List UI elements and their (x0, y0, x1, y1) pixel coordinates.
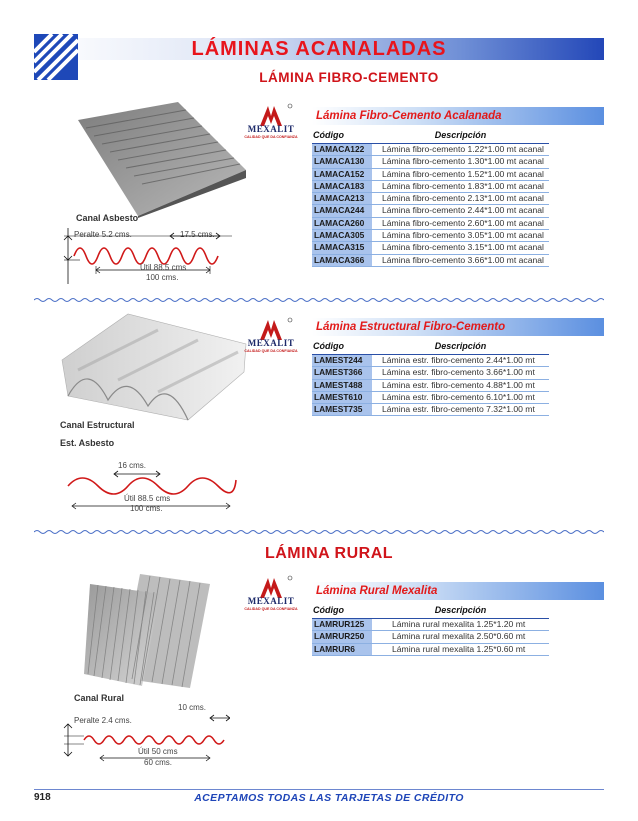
table-row (312, 391, 549, 403)
footer-divider (34, 789, 604, 790)
product-code: LAMEST244 (312, 355, 372, 367)
product-desc: Lámina rural mexalita 1.25*1.20 mt (372, 619, 549, 631)
table-row (312, 144, 549, 156)
product-desc: Lámina fibro-cemento 1.30*1.00 mt acanal (372, 156, 549, 168)
wave-divider (34, 297, 604, 303)
table-row (312, 230, 549, 242)
structural-sheet-image (58, 310, 248, 422)
table-row (312, 180, 549, 192)
table-row (312, 156, 549, 168)
brand-tagline: CALIDAD QUE DA CONFIANZA (244, 607, 298, 611)
diagram-total: 100 cms. (130, 504, 163, 513)
brand-name: MEXALIT (247, 338, 295, 348)
diagram-peralte: Peralte 2.4 cms. (74, 716, 132, 725)
section-heading-fibro: LÁMINA FIBRO-CEMENTO (259, 70, 439, 85)
section-heading-rural: LÁMINA RURAL (264, 545, 394, 562)
table-row (312, 643, 549, 655)
product-code: LAMEST735 (312, 404, 372, 416)
product-code: LAMACA152 (312, 168, 372, 180)
footer-slogan: ACEPTAMOS TODAS LAS TARJETAS DE CRÉDITO (194, 792, 464, 804)
product-desc: Lámina estr. fibro-cemento 4.88*1.00 mt (372, 379, 549, 391)
product-desc: Lámina fibro-cemento 3.15*1.00 mt acanal (372, 242, 549, 254)
product-desc: Lámina fibro-cemento 2.13*1.00 mt acanal (372, 193, 549, 205)
product-desc: Lámina rural mexalita 1.25*0.60 mt (372, 643, 549, 655)
table-row (312, 379, 549, 391)
diagram-name: Canal Rural (74, 693, 125, 703)
product-desc: Lámina rural mexalita 2.50*0.60 mt (372, 631, 549, 643)
col-desc-header: Descripción (372, 127, 549, 144)
product-code: LAMACA366 (312, 254, 372, 266)
brand-tagline: CALIDAD QUE DA CONFIANZA (244, 349, 298, 353)
product-desc: Lámina estr. fibro-cemento 6.10*1.00 mt (372, 391, 549, 403)
product-code: LAMACA130 (312, 156, 372, 168)
brand-name: MEXALIT (247, 596, 295, 606)
table-row (312, 193, 549, 205)
diagram-name: Canal Asbesto (76, 213, 139, 223)
diagram-total: 100 cms. (146, 273, 179, 282)
table-row (312, 619, 549, 631)
diagram-pitch: 17.5 cms. (180, 230, 215, 239)
product-desc: Lámina fibro-cemento 2.44*1.00 mt acanal (372, 205, 549, 217)
mexalit-logo-icon (238, 314, 304, 360)
product-code: LAMEST488 (312, 379, 372, 391)
product-desc: Lámina fibro-cemento 1.22*1.00 mt acanal (372, 144, 549, 156)
product-code: LAMACA213 (312, 193, 372, 205)
wave-divider (34, 529, 604, 535)
diagram-util: Útil 88.5 cms (140, 263, 187, 272)
product-code: LAMEST366 (312, 367, 372, 379)
diagram-pitch: 10 cms. (178, 703, 207, 712)
product-desc: Lámina estr. fibro-cemento 2.44*1.00 mt (372, 355, 549, 367)
product-desc: Lámina fibro-cemento 1.83*1.00 mt acanal (372, 180, 549, 192)
product-desc: Lámina estr. fibro-cemento 3.66*1.00 mt (372, 367, 549, 379)
product-desc: Lámina fibro-cemento 2.60*1.00 mt acanal (372, 217, 549, 229)
product-code: LAMRUR6 (312, 643, 372, 655)
diagram-name: Canal Estructural (60, 420, 135, 430)
product-table (312, 127, 549, 267)
section-title: Lámina Estructural Fibro-Cemento (312, 318, 604, 336)
table-row (312, 355, 549, 367)
product-code: LAMACA244 (312, 205, 372, 217)
product-code: LAMRUR250 (312, 631, 372, 643)
diagram-util: Útil 88.5 cms (124, 494, 171, 503)
product-code: LAMEST610 (312, 391, 372, 403)
col-code-header: Código (312, 602, 372, 619)
table-row (312, 367, 549, 379)
col-desc-header: Descripción (372, 338, 549, 355)
brand-tagline: CALIDAD QUE DA CONFIANZA (244, 135, 298, 139)
diagram-peralte: Peralte 5.2 cms. (74, 230, 132, 239)
product-desc: Lámina estr. fibro-cemento 7.32*1.00 mt (372, 404, 549, 416)
table-row (312, 205, 549, 217)
table-row (312, 254, 549, 266)
product-code: LAMACA260 (312, 217, 372, 229)
col-code-header: Código (312, 127, 372, 144)
diagram-pitch: 16 cms. (118, 461, 147, 470)
corrugated-sheet-image (58, 100, 248, 218)
brand-name: MEXALIT (247, 124, 295, 134)
table-row (312, 168, 549, 180)
table-row (312, 242, 549, 254)
table-row (312, 631, 549, 643)
section-title: Lámina Fibro-Cemento Acalanada (312, 107, 604, 125)
product-desc: Lámina fibro-cemento 3.05*1.00 mt acanal (372, 230, 549, 242)
col-desc-header: Descripción (372, 602, 549, 619)
col-code-header: Código (312, 338, 372, 355)
page-title: LÁMINAS ACANALADAS (191, 38, 447, 60)
product-table (312, 602, 549, 656)
product-code: LAMACA305 (312, 230, 372, 242)
product-code: LAMACA183 (312, 180, 372, 192)
product-desc: Lámina fibro-cemento 3.66*1.00 mt acanal (372, 254, 549, 266)
rural-sheet-image (80, 570, 250, 690)
mexalit-logo-icon (238, 100, 304, 146)
page-number: 918 (34, 792, 51, 803)
product-table (312, 338, 549, 416)
table-row (312, 217, 549, 229)
product-code: LAMACA122 (312, 144, 372, 156)
table-row (312, 404, 549, 416)
section-title: Lámina Rural Mexalita (312, 582, 604, 600)
product-code: LAMACA315 (312, 242, 372, 254)
product-code: LAMRUR125 (312, 619, 372, 631)
diagram-util: Útil 50 cms (138, 747, 178, 756)
product-desc: Lámina fibro-cemento 1.52*1.00 mt acanal (372, 168, 549, 180)
diagram-total: 60 cms. (144, 758, 173, 767)
mexalit-logo-icon (238, 572, 304, 618)
diagram-name-secondary: Est. Asbesto (60, 438, 115, 448)
